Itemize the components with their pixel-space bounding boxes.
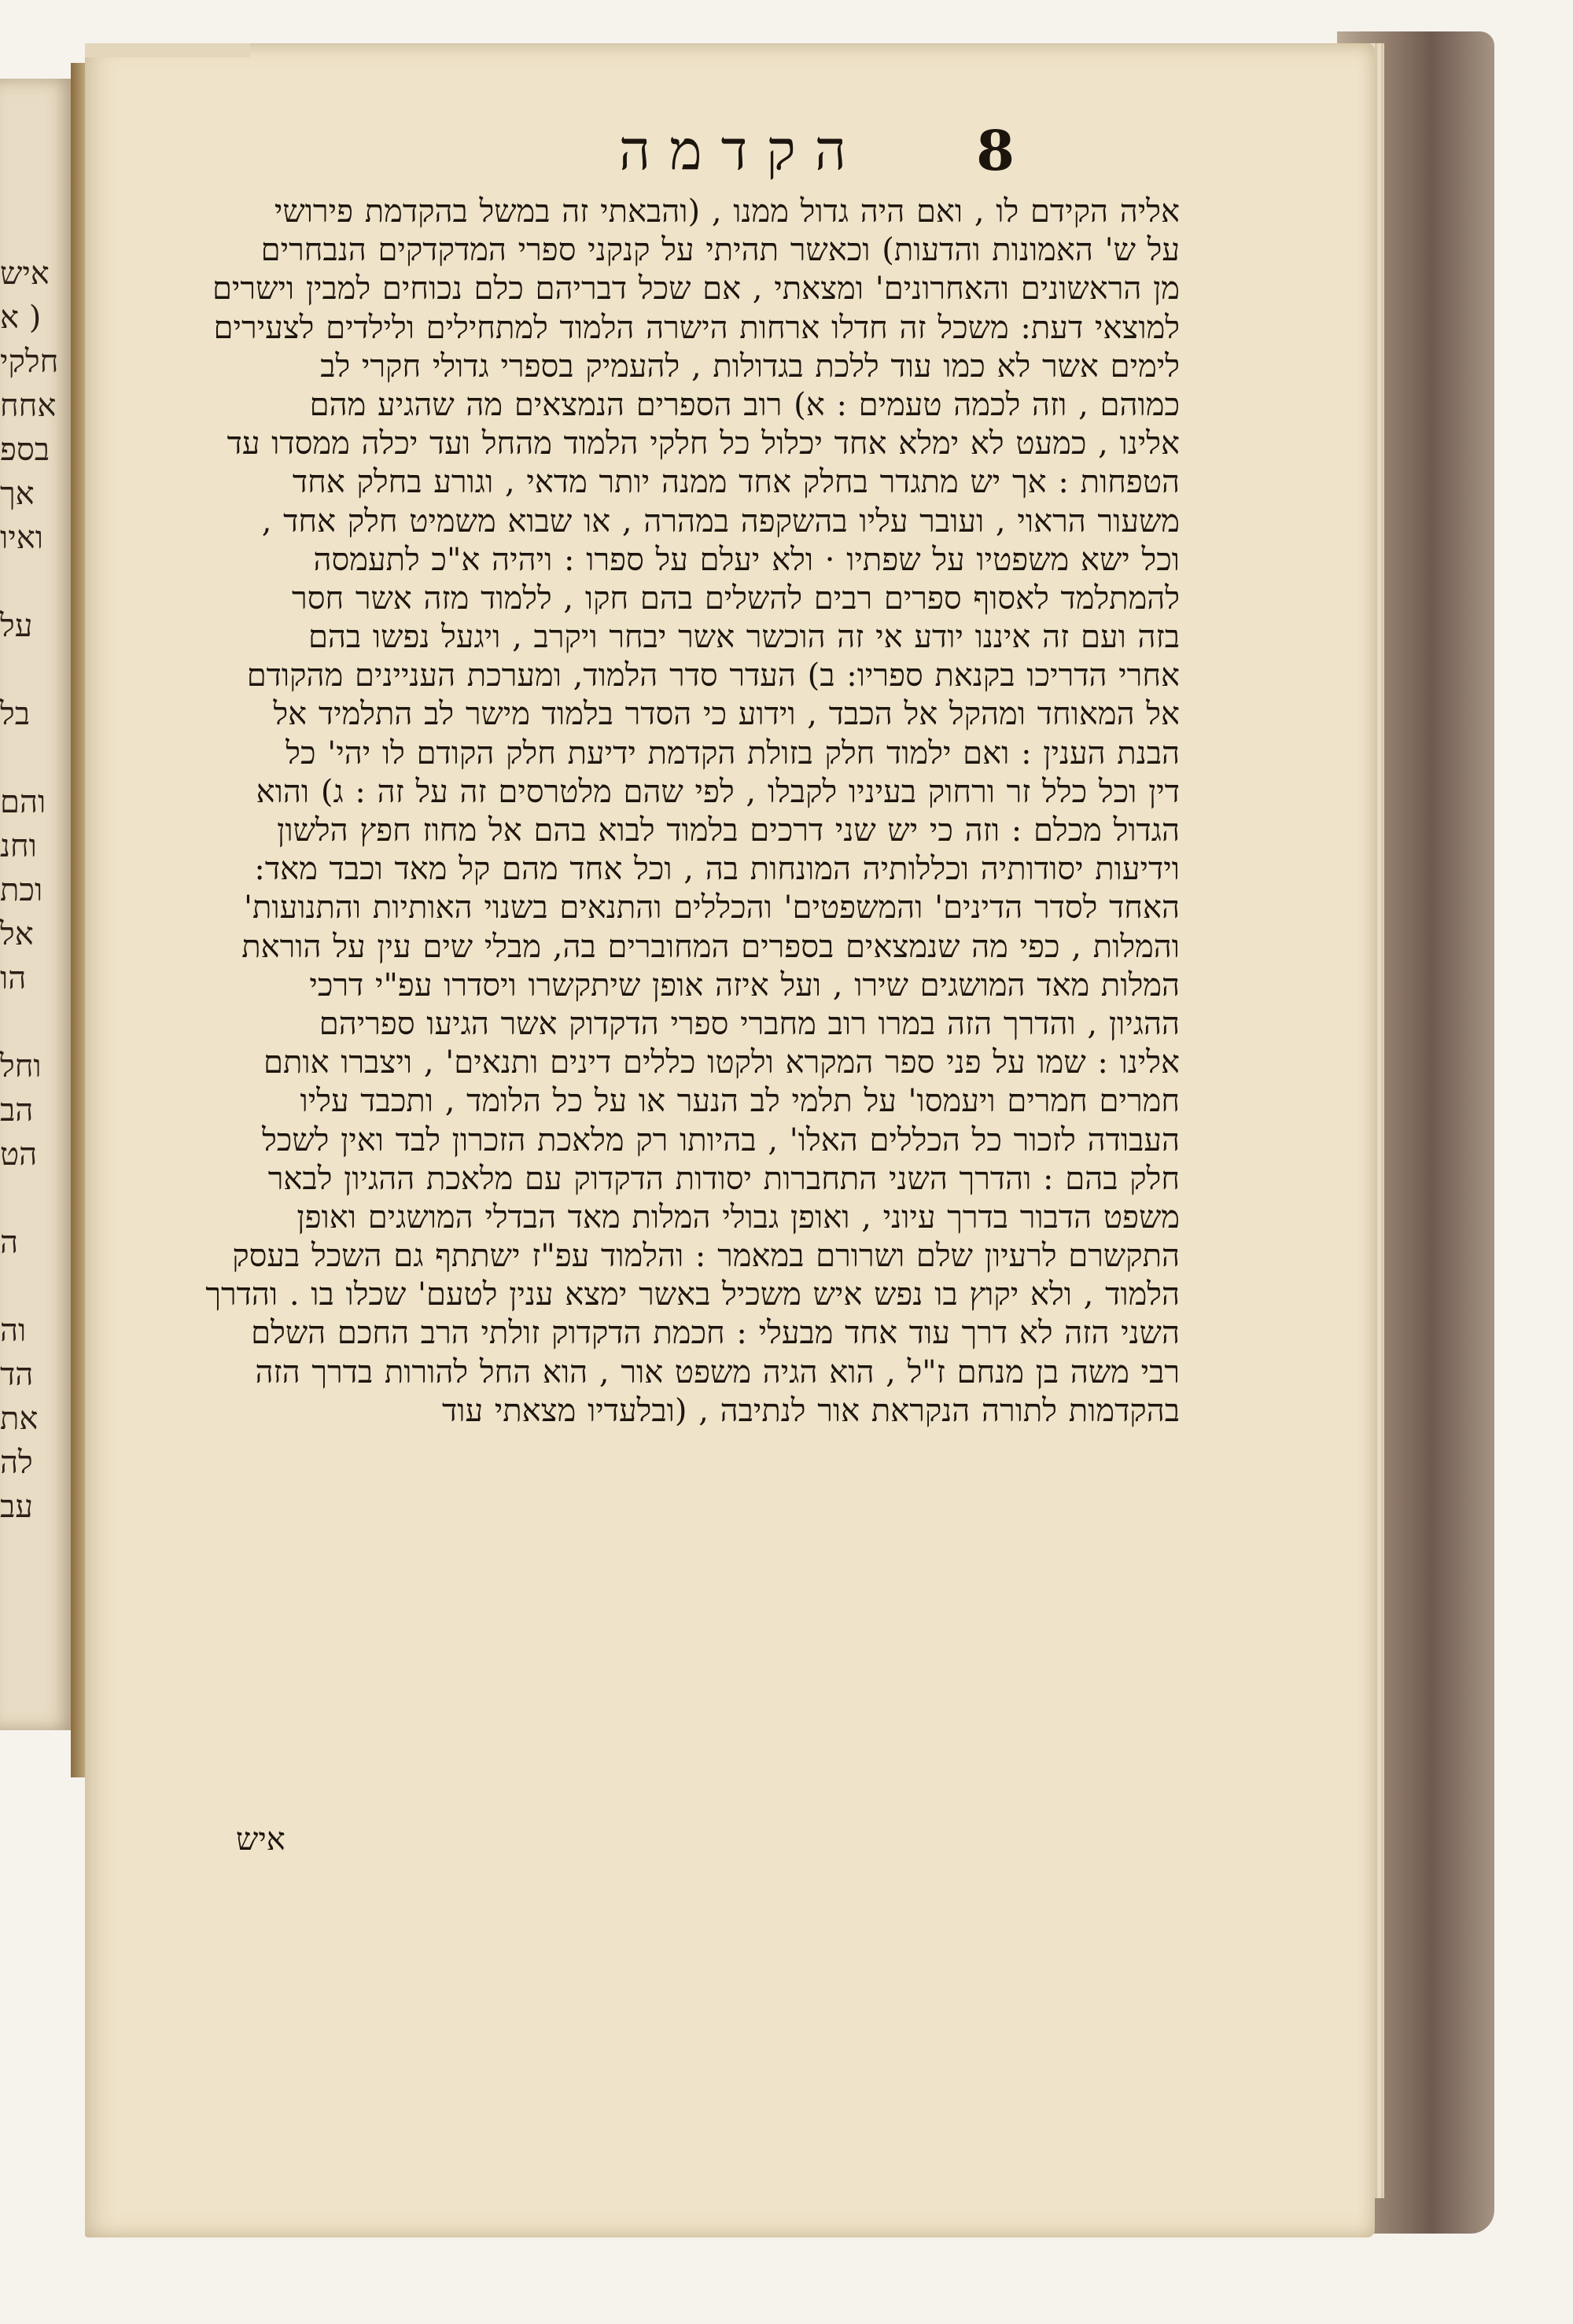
facing-page-fragment: בספ <box>0 432 50 468</box>
facing-page-fragment: אך <box>0 476 35 512</box>
facing-page-fragment: איש <box>0 256 50 292</box>
facing-page-fragment: וכת <box>0 872 43 908</box>
text-line: כמוהם , וזה לכמה טעמים : א) רוב הספרים הנמצאים מה שהגיע מהם <box>309 386 1180 423</box>
text-line: העבודה לזכור כל הכללים האלו' , בהיותו רק מלאכת הזכרון לבד ואין לשכל <box>262 1121 1180 1158</box>
facing-page-fragment: את <box>0 1401 39 1437</box>
facing-page-fragment <box>0 560 71 604</box>
facing-page-text-fragments <box>0 252 71 1529</box>
facing-page-fragment: אל <box>0 916 34 952</box>
text-line: המלות מאד המושגים שירו , ועל איזה אופן שיתקשרו ויסדרו עפ"י דרכי <box>309 967 1180 1004</box>
body-text <box>110 193 1180 1431</box>
text-line: אלינו , כמעט לא ימלא אחד יכלול כל חלקי הלמוד מהחל ועד יכלה ממסדו עד <box>227 425 1180 462</box>
facing-page-fragment: עב <box>0 1489 33 1525</box>
facing-page-fragment: לה <box>0 1445 33 1481</box>
facing-page-fragment: הט <box>0 1136 38 1173</box>
text-line: משעור הראוי , ועובר עליו בהשקפה במהרה , או שבוא משמיט חלק אחד , <box>261 503 1180 540</box>
text-line: מן הראשונים והאחרונים' ומצאתי , אם שכל דבריהם כלם נכוחים למבין וישרים <box>212 271 1180 308</box>
text-line: בזה ועם זה איננו יודע אי זה הוכשר אשר יבחר ויקרב , ויגעל נפשו בהם <box>308 619 1180 656</box>
facing-page-fragment <box>0 1265 71 1309</box>
text-line: להמתלמד לאסוף ספרים רבים להשלים בהם חקו , ללמוד מזה אשר חסר <box>292 580 1180 617</box>
text-line: חלק בהם : והדרך השני התחברות יסודות הדקדוק עם מלאכת ההגיון לבאר <box>267 1160 1180 1197</box>
text-line: השני הזה לא דרך עוד אחד מבעלי : חכמת הדקדוק זולתי הרב החכם השלם <box>251 1315 1180 1352</box>
facing-page-fragment: חלקי <box>0 344 59 380</box>
facing-page-fragment: אחח <box>0 388 57 424</box>
text-line: אליה הקידם לו , ואם היה גדול ממנו , (והבאתי זה במשל בהקדמת פירושי <box>274 193 1180 230</box>
text-line: למוצאי דעת: משכל זה חדלו ארחות הישרה הלמוד למתחילים ולילדים לצעירים <box>213 309 1180 346</box>
facing-page-fragment: וה <box>0 1313 27 1349</box>
text-line: הלמוד , ולא יקוץ בו נפש איש משכיל באשר ימצא ענין לטעם' שכלו בו . והדרך <box>205 1276 1180 1313</box>
text-line: על ש' האמונות והדעות) וכאשר תהיתי על קנקני ספרי המדקדקים הנבחרים <box>260 232 1180 269</box>
facing-page-fragment: הד <box>0 1357 34 1393</box>
facing-page-fragment: בל <box>0 696 30 732</box>
facing-page-fragment: וחנ <box>0 828 37 864</box>
text-line: משפט הדבור בדרך עיוני , ואופן גבולי המלות מאד הבדלי המושגים ואופן <box>297 1199 1180 1236</box>
facing-page-fragment: ( א <box>0 300 42 336</box>
text-line: האחד לסדר הדינים' והמשפטים' והכללים והתנאים בשנוי האותיות והתנועות' <box>243 889 1180 926</box>
facing-page-fragment <box>0 1177 71 1221</box>
catchword: איש <box>236 1821 285 1858</box>
text-line: וכל ישא משפטיו על שפתיו · ולא יעלם על ספרו : ויהיה א"כ לתעמסה <box>313 541 1180 578</box>
text-line: בהקדמות לתורה הנקראת אור לנתיבה , (ובלעדיו מצאתי עוד <box>441 1392 1180 1429</box>
text-line: והמלות , כפי מה שנמצאים בספרים המחוברים בה, מבלי שים עין על הוראת <box>241 928 1180 965</box>
facing-page-fragment <box>0 648 71 692</box>
text-line: ההגיון , והדרך הזה במרו רוב מחברי ספרי הדקדוק אשר הגיעו ספריהם <box>319 1005 1180 1042</box>
facing-page-fragment <box>0 736 71 780</box>
facing-page-fragment: הב <box>0 1092 34 1129</box>
text-line: הבנת הענין : ואם ילמוד חלק בזולת הקדמת ידיעת חלק הקודם לו יהי' כל <box>285 735 1180 772</box>
text-line: הטפחות : אך יש מתגדר בחלק אחד ממנה יותר מדאי , וגורע בחלק אחד <box>292 464 1180 501</box>
facing-page-fragment: והם <box>0 784 46 820</box>
running-header <box>409 118 1015 189</box>
text-line: אלינו : שמו על פני ספר המקרא ולקטו כללים דינים ותנאים' , ויצברו אותם <box>263 1044 1180 1081</box>
text-line: אחרי הדריכו בקנאת ספריו: ב) העדר סדר הלמוד, ומערכת העניינים מהקודם <box>246 657 1180 694</box>
text-line: וידיעות יסודותיה וכללותיה המונחות בה , וכל אחד מהם קל מאד וכבד מאד: <box>254 851 1180 888</box>
page-top-tear <box>85 43 250 57</box>
page-number: 8 <box>976 118 1015 183</box>
text-line: אל המאוחד ומהקל אל הכבד , וידוע כי הסדר בלמוד מישר לב התלמיד אל <box>273 696 1180 733</box>
facing-page-fragment: על <box>0 608 33 644</box>
text-line: רבי משה בן מנחם ז"ל , הוא הגיה משפט אור , הוא החל להורות בדרך הזה <box>255 1354 1180 1390</box>
text-line: חמרים חמרים ויעמסו' על תלמי לב הנער או על כל הלומד , ותכבד עליו <box>300 1083 1180 1120</box>
text-line: דין וכל כלל זר ורחוק בעיניו לקבלו , לפי שהם מלטרסים זה על זה : ג) והוא <box>256 773 1180 810</box>
facing-page-fragment: הו <box>0 960 27 996</box>
text-line: לימים אשר לא כמו עוד ללכת בגדולות , להעמיק בספרי גדולי חקרי לב <box>320 348 1180 385</box>
facing-page-fragment: ואיו <box>0 520 43 556</box>
facing-page-fragment: וחל <box>0 1048 42 1085</box>
facing-page-fragment: ה <box>0 1225 19 1261</box>
running-title: הקדמה <box>618 118 865 182</box>
text-line: התקשרם לרעיון שלם ושרורם במאמר : והלמוד עפ"ז ישתתף גם השכל בעסק <box>232 1238 1180 1275</box>
text-line: הגדול מכלם : וזה כי יש שני דרכים בלמוד לבוא בהם אל מחוז חפץ הלשון <box>277 812 1180 849</box>
facing-page-fragment <box>0 1000 71 1044</box>
